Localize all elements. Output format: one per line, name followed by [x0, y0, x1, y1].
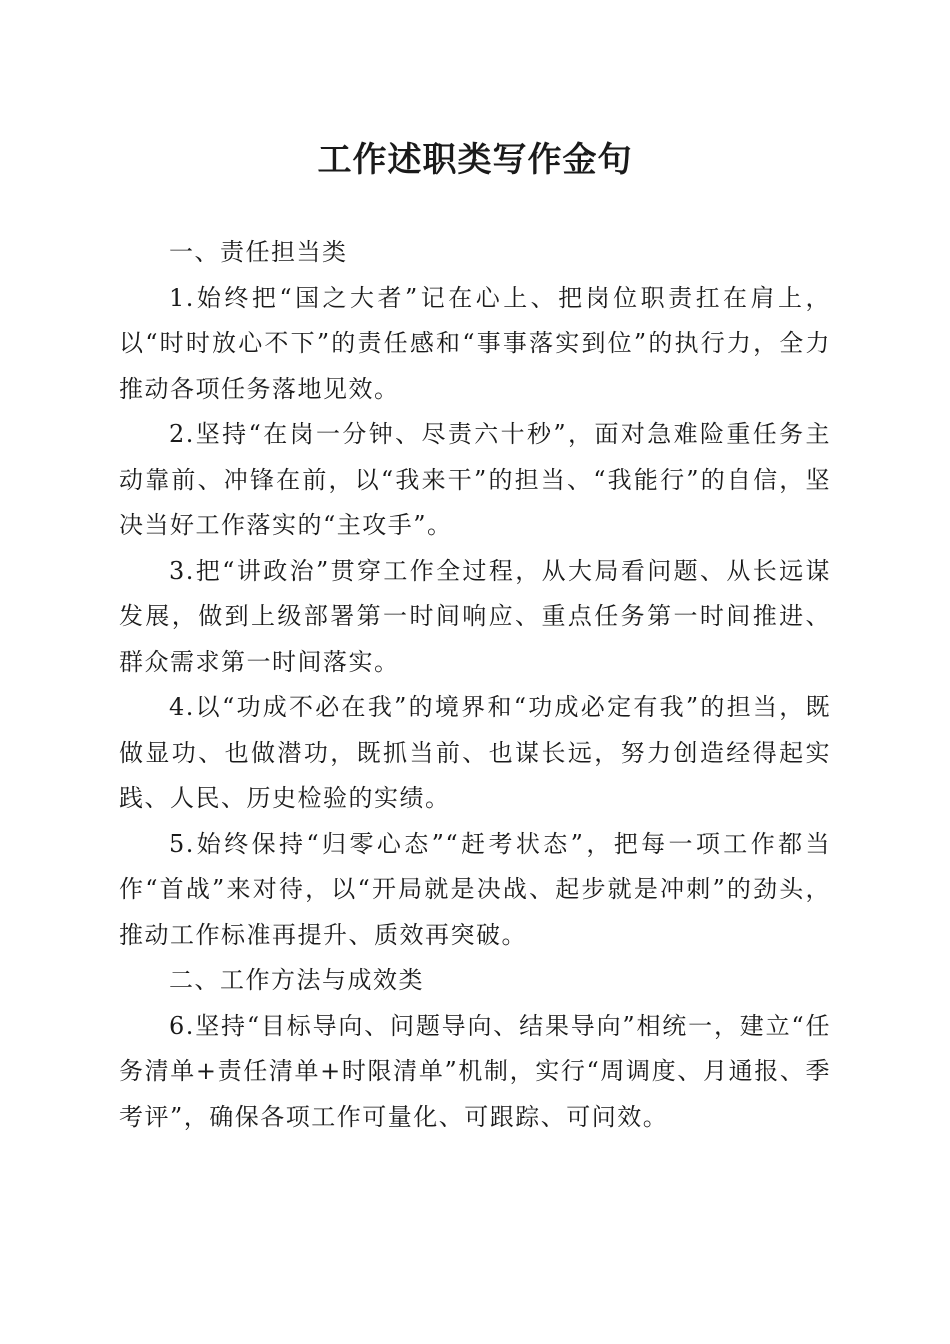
paragraph-3: 3.把“讲政治”贯穿工作全过程，从大局看问题、从长远谋发展，做到上级部署第一时间响应、重点任务第一时间推进、群众需求第一时间落实。	[119, 556, 831, 676]
paragraph-4: 4.以“功成不必在我”的境界和“功成必定有我”的担当，既做显功、也做潜功，既抓当前、也谋长远，努力创造经得起实践、人民、历史检验的实绩。	[119, 693, 831, 812]
paragraph-1: 1.始终把“国之大者”记在心上、把岗位职责扛在肩上，以“时时放心不下”的责任感和“事事落实到位”的执行力，全力推动各项任务落地见效。	[119, 283, 831, 403]
section-heading-responsibility: 一、责任担当类	[169, 238, 348, 266]
document-body	[119, 230, 831, 1140]
document-title: 工作述职类写作金句	[317, 140, 633, 180]
paragraph-5: 5.始终保持“归零心态”“赶考状态”，把每一项工作都当作“首战”来对待，以“开局就是决战、起步就是冲刺”的劲头，推动工作标准再提升、质效再突破。	[119, 829, 831, 949]
paragraph-2: 2.坚持“在岗一分钟、尽责六十秒”，面对急难险重任务主动靠前、冲锋在前，以“我来干”的担当、“我能行”的自信，坚决当好工作落实的“主攻手”。	[119, 420, 831, 539]
paragraph-6: 6.坚持“目标导向、问题导向、结果导向”相统一，建立“任务清单+责任清单+时限清单”机制，实行“周调度、月通报、季考评”，确保各项工作可量化、可跟踪、可问效。	[119, 1011, 831, 1131]
section-heading-methods: 二、工作方法与成效类	[169, 966, 424, 994]
